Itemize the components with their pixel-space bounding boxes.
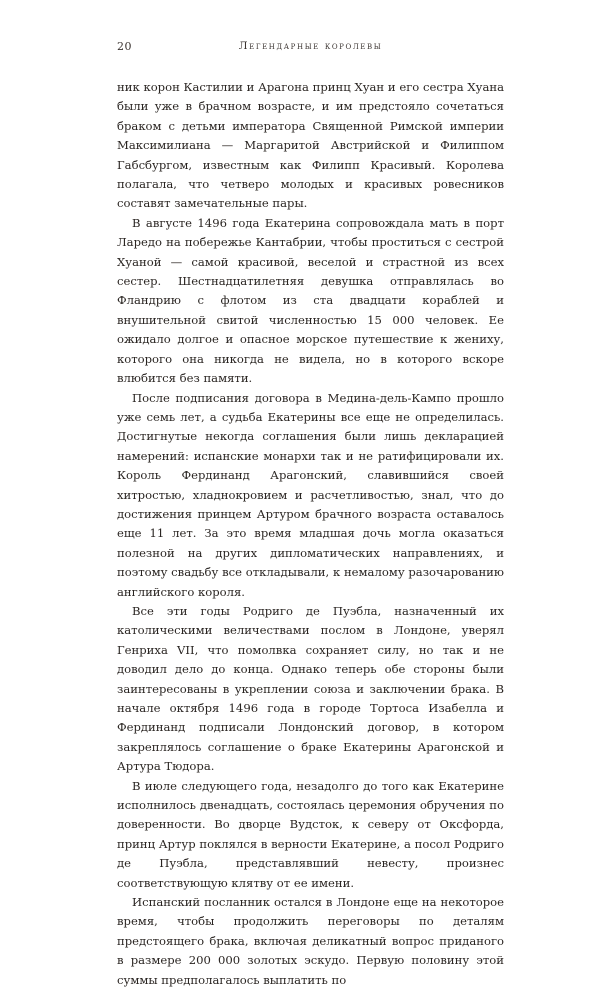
page-header — [117, 40, 504, 56]
page-number: 20 — [117, 40, 132, 53]
paragraph-2: В августе 1496 года Екатерина сопровождала мать в порт Ларедо на побережье Кантабрии, чтобы проститься с сестрой Хуаной — самой красивой, веселой и страстной из всех сестер. Шестнадцатилетняя девушка отправлялась во Фландрию с флотом из ста двадцати кораблей и внушительной свитой численностью 15 000 человек. Ее ожидало долгое и опасное морское путешествие к жениху, которого она никогда не видела, но в которого вскоре влюбится без памяти. — [117, 215, 504, 386]
paragraph-3: После подписания договора в Медина-дель-Кампо прошло уже семь лет, а судьба Екатерины все еще не определилась. Достигнутые некогда соглашения были лишь декларацией намерений: испанские монархи так и не ратифицировали их. Король Фердинанд Арагонский, славившийся своей хитростью, хладнокровием и расчетливостью, знал, что до достижения принцем Артуром брачного возраста оставалось еще 11 лет. За это время младшая дочь могла оказаться полезной на других дипломатических направлениях, и поэтому свадьбу все откладывали, к немалому разочарованию английского короля. — [117, 390, 504, 599]
paragraph-4: Все эти годы Родриго де Пуэбла, назначенный их католическими величествами послом в Лондоне, уверял Генриха VII, что помолвка сохраняет силу, но так и не доводил дело до конца. Однако теперь обе стороны были заинтересованы в укреплении союза и заключении брака. В начале октября 1496 года в городе Тортоса Изабелла и Фердинанд подписали Лондонский договор, в котором закреплялось соглашение о браке Екатерины Арагонской и Артура Тюдора. — [117, 603, 504, 774]
paragraph-1: ник корон Кастилии и Арагона принц Хуан и его сестра Хуана были уже в брачном возрасте, и им предстояло сочетаться браком с детьми императора Священной Римской империи Максимилиана — Маргаритой Австрийской и Филиппом Габсбургом, известным как Филипп Красивый. Королева полагала, что четверо молодых и красивых ровесников составят замечательные пары. — [117, 80, 504, 211]
paragraph-5: В июле следующего года, незадолго до того как Екатерине исполнилось двенадцать, состоялась церемония обручения по доверенности. Во дворце Вудсток, к северу от Оксфорда, принц Артур поклялся в верности Екатерине, а посол Родриго де Пуэбла, представлявший невесту, произнес соответствующую клятву от ее имени. — [117, 778, 504, 890]
body-text — [117, 78, 504, 990]
paragraph-6: Испанский посланник остался в Лондоне еще на некоторое время, чтобы продолжить переговоры по деталям предстоящего брака, включая деликатный вопрос приданого в размере 200 000 золотых эскудо. Первую половину этой суммы предполагалось выплатить по — [117, 895, 504, 987]
running-title: Легендарные королевы — [238, 40, 383, 52]
